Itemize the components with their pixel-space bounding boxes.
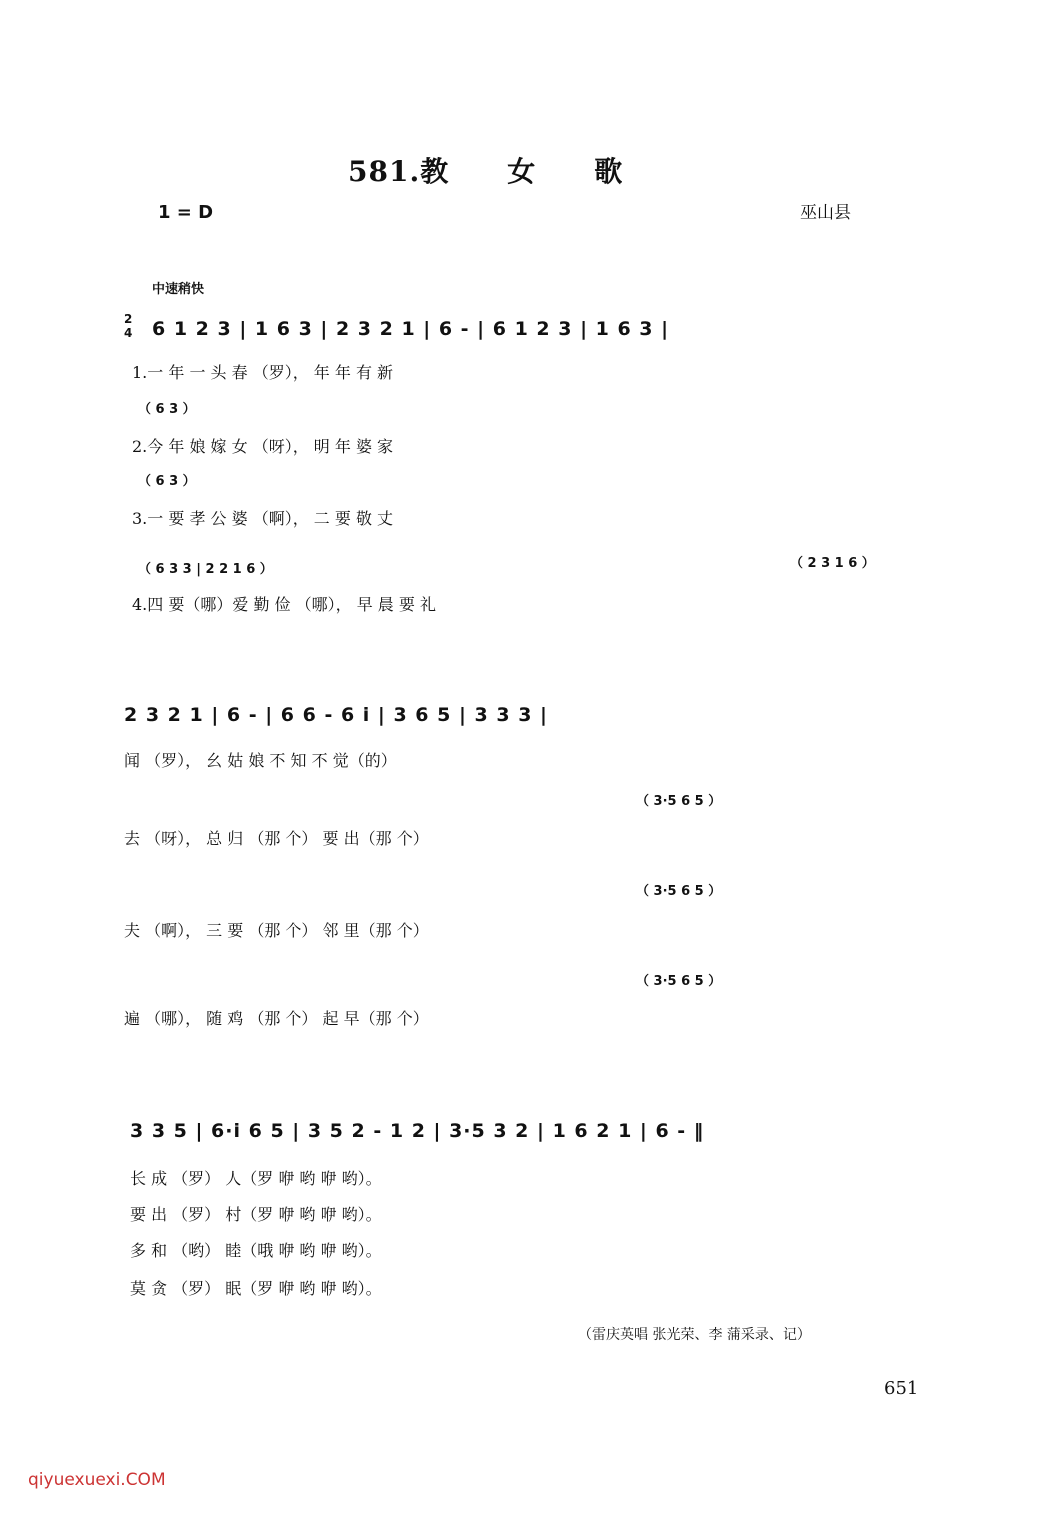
system1-notes: 6 1 2 3 | 1 6 3 | 2 3 2 1 | 6 - | 6 1 2 3 | 1 6 3 | [152, 318, 670, 340]
system1-verse-4: 4.四 要（哪）爱 勤 俭 （哪）， 早 晨 要 礼 [132, 595, 436, 614]
system3-verse-1: 长 成 （罗） 人（罗 咿 哟 咿 哟）。 [130, 1169, 382, 1188]
title-char-3: 歌 [594, 155, 624, 188]
song-title [348, 150, 623, 190]
time-signature-2-4: 2 4 [124, 312, 133, 340]
system3-verse-4: 莫 贪 （罗） 眠（罗 咿 哟 咿 哟）。 [130, 1279, 382, 1298]
system2-variant-b: （ 3·5 6 5 ） [636, 884, 722, 899]
system3-verse-3: 多 和 （哟） 睦（哦 咿 哟 咿 哟）。 [130, 1241, 382, 1260]
region-label: 巫山县 [800, 203, 851, 223]
tempo-marking: 中速稍快 [152, 282, 205, 297]
system2-verse-2: 去 （呀）， 总 归 （那 个） 要 出（那 个） [124, 829, 429, 848]
system2-variant-a: （ 3·5 6 5 ） [636, 794, 722, 809]
system2-variant-c: （ 3·5 6 5 ） [636, 974, 722, 989]
system2-verse-4: 遍 （哪）， 随 鸡 （那 个） 起 早（那 个） [124, 1009, 429, 1028]
system1-verse-3: 3.一 要 孝 公 婆 （啊）， 二 要 敬 丈 [132, 509, 394, 528]
system1-variant-3: （ 6 3 3 | 2 2 1 6 ） [138, 562, 273, 577]
key-signature: 1 = D [158, 202, 214, 223]
title-char-2: 女 [507, 155, 537, 188]
song-number: 581. [348, 155, 421, 188]
credit-line: （雷庆英唱 张光荣、李 蒲采录、记） [578, 1327, 811, 1343]
title-char-1: 教 [420, 155, 450, 188]
system2-notes: 2 3 2 1 | 6 - | 6 6 - 6 i | 3 6 5 | 3 3 3 | [124, 704, 548, 726]
system1-variant-1: （ 6 3 ） [138, 402, 196, 417]
page-number: 651 [884, 1378, 919, 1399]
system3-verse-2: 要 出 （罗） 村（罗 咿 哟 咿 哟）。 [130, 1205, 382, 1224]
system1-verse-1: 1.一 年 一 头 春 （罗）， 年 年 有 新 [132, 363, 394, 382]
system3-notes: 3 3 5 | 6·i 6 5 | 3 5 2 - 1 2 | 3·5 3 2 | 1 6 2 1 | 6 - ‖ [130, 1120, 705, 1142]
watermark: qiyuexuexi.COM [28, 1470, 166, 1490]
system1-variant-2: （ 6 3 ） [138, 474, 196, 489]
system1-verse-2: 2.今 年 娘 嫁 女 （呀）， 明 年 婆 家 [132, 437, 394, 456]
system2-verse-3: 夫 （啊）， 三 要 （那 个） 邻 里（那 个） [124, 921, 429, 940]
system1-variant-4: （ 2 3 1 6 ） [790, 556, 875, 571]
system2-verse-1: 闻 （罗）， 幺 姑 娘 不 知 不 觉（的） [124, 751, 397, 770]
